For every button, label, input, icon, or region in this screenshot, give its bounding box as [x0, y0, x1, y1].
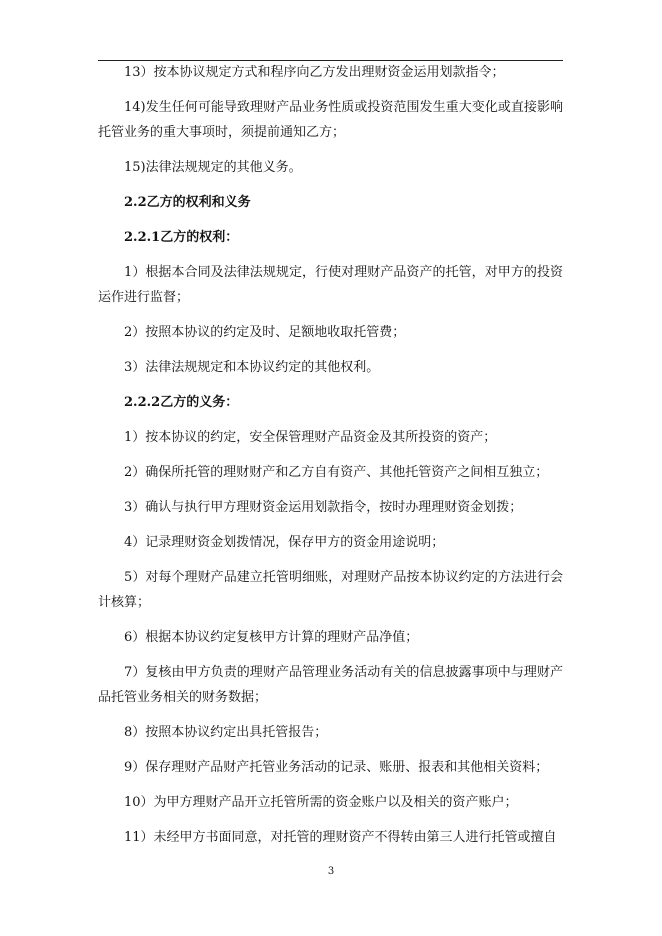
paragraph: 8）按照本协议约定出具托管报告；: [124, 725, 328, 740]
paragraph: 15)法律法规规定的其他义务。: [124, 160, 302, 175]
paragraph: 9）保存理财产品财产托管业务活动的记录、账册、报表和其他相关资料；: [124, 760, 549, 775]
paragraph: 2）确保所托管的理财财产和乙方自有资产、其他托管资产之间相互独立；: [124, 465, 549, 480]
document-body: [98, 60, 563, 860]
paragraph: 3）确认与执行甲方理财资金运用划款指令，按时办理理财资金划拨；: [124, 500, 523, 515]
paragraph: 13）按本协议规定方式和程序向乙方发出理财资金运用划款指令；: [124, 65, 505, 80]
section-heading: 2.2乙方的权利和义务: [124, 195, 251, 210]
subsection-heading: 2.2.1乙方的权利：: [124, 230, 239, 245]
page-number: 3: [327, 866, 335, 877]
paragraph: 5）对每个理财产品建立托管明细账，对理财产品按本协议约定的方法进行会计核算；: [98, 570, 563, 610]
paragraph: 14)发生任何可能导致理财产品业务性质或投资范围发生重大变化或直接影响托管业务的重大事项时，须提前通知乙方；: [98, 100, 563, 140]
paragraph: 3）法律法规规定和本协议约定的其他权利。: [124, 360, 380, 375]
paragraph: 4）记录理财资金划拨情况，保存甲方的资金用途说明；: [124, 535, 445, 550]
paragraph: 2）按照本协议的约定及时、足额地收取托管费；: [124, 325, 406, 340]
paragraph: 11）未经甲方书面同意，对托管的理财资产不得转由第三人进行托管或擅自: [124, 830, 557, 845]
subsection-heading: 2.2.2乙方的义务：: [124, 395, 239, 410]
paragraph: 10）为甲方理财产品开立托管所需的资金账户以及相关的资产账户；: [124, 795, 518, 810]
paragraph: 7）复核由甲方负责的理财产品管理业务活动有关的信息披露事项中与理财产品托管业务相关的财务数据；: [98, 665, 563, 705]
paragraph: 6）根据本协议约定复核甲方计算的理财产品净值；: [124, 630, 419, 645]
paragraph: 1）根据本合同及法律法规规定，行使对理财产品资产的托管，对甲方的投资运作进行监督；: [98, 265, 563, 305]
paragraph: 1）按本协议的约定，安全保管理财产品资金及其所投资的资产；: [124, 430, 497, 445]
